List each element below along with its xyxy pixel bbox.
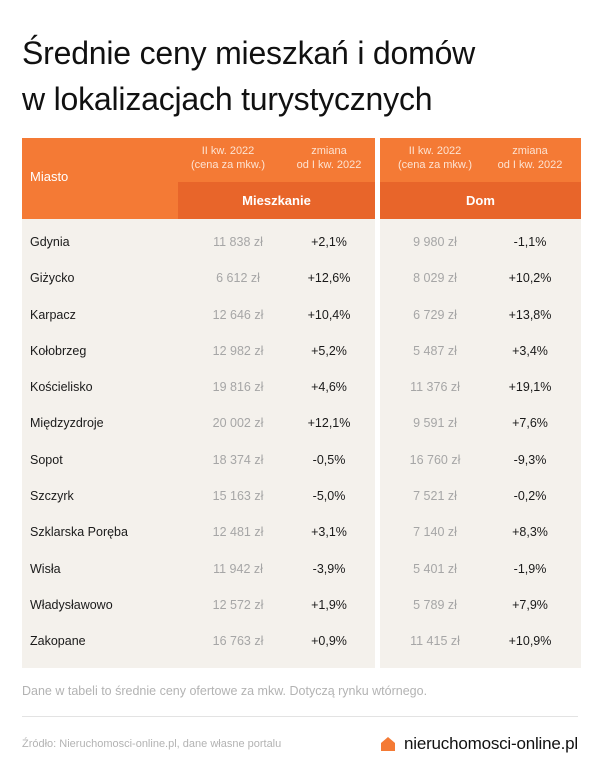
- header-price-line-1: II kw. 2022: [201, 145, 255, 157]
- table-row: [22, 369, 581, 405]
- table-row: [22, 623, 581, 659]
- city-cell: Władysławowo: [30, 597, 113, 612]
- house-change-cell: +19,1%: [508, 380, 552, 395]
- apartment-price-cell: 16 763 zł: [212, 634, 264, 649]
- house-change-cell: +7,9%: [512, 597, 548, 612]
- house-change-cell: +13,8%: [508, 307, 552, 322]
- city-cell: Karpacz: [30, 307, 76, 322]
- house-price-cell: 11 415 zł: [410, 634, 460, 649]
- table-note: Dane w tabeli to średnie ceny ofertowe za mkw. Dotyczą rynku wtórnego.: [22, 684, 428, 698]
- apartment-change-cell: -0,5%: [312, 452, 346, 467]
- column-header-house-price: [380, 144, 490, 172]
- brand-logo: [380, 734, 578, 754]
- city-cell: Szklarska Poręba: [30, 525, 128, 540]
- city-cell: Międzyzdroje: [30, 416, 104, 431]
- house-change-cell: -9,3%: [513, 452, 547, 467]
- city-cell: Zakopane: [30, 634, 86, 649]
- house-change-cell: -0,2%: [513, 489, 547, 504]
- apartment-change-cell: -5,0%: [312, 489, 346, 504]
- city-cell: Szczyrk: [30, 489, 74, 504]
- page-title: [22, 30, 582, 122]
- source-text: Źródło: Nieruchomosci-online.pl, dane własne portalu: [22, 738, 282, 750]
- house-label: Dom: [466, 193, 495, 208]
- column-header-apartment-change: [284, 144, 374, 172]
- header-change-line-2: od I kw. 2022: [296, 159, 362, 171]
- apartment-change-cell: +1,9%: [311, 597, 347, 612]
- house-price-cell: 7 521 zł: [413, 489, 457, 504]
- table-row: [22, 442, 581, 478]
- house-price-cell: 11 376 zł: [410, 380, 460, 395]
- table-row: [22, 333, 581, 369]
- header-change-line-1: zmiana: [311, 145, 347, 157]
- house-price-cell: 16 760 zł: [409, 452, 461, 467]
- table-row: [22, 514, 581, 550]
- table-row: [22, 478, 581, 514]
- apartment-price-cell: 18 374 zł: [212, 452, 264, 467]
- column-header-city: Miasto: [30, 169, 69, 184]
- house-change-cell: +8,3%: [512, 525, 548, 540]
- apartment-price-cell: 12 481 zł: [212, 525, 264, 540]
- apartment-change-cell: +5,2%: [311, 343, 347, 358]
- table-row: [22, 260, 581, 296]
- apartment-price-cell: 19 816 zł: [212, 380, 264, 395]
- header-change-line-1: zmiana: [512, 145, 548, 157]
- footer-divider: [22, 716, 578, 717]
- house-price-cell: 9 980 zł: [413, 235, 457, 249]
- apartment-price-cell: 12 646 zł: [212, 307, 264, 322]
- apartment-price-cell: 20 002 zł: [212, 416, 264, 431]
- price-table: [22, 138, 581, 668]
- house-price-cell: 5 401 zł: [413, 561, 457, 576]
- header-change-line-2: od I kw. 2022: [497, 159, 563, 171]
- apartment-change-cell: +10,4%: [307, 307, 351, 322]
- apartment-change-cell: +12,6%: [307, 271, 351, 286]
- table-row: [22, 551, 581, 587]
- house-price-cell: 5 789 zł: [413, 597, 457, 612]
- table-row: [22, 405, 581, 441]
- apartment-change-cell: +4,6%: [311, 380, 347, 395]
- city-cell: Sopot: [30, 452, 63, 467]
- house-icon: [380, 736, 396, 752]
- header-price-line-2: (cena za mkw.): [191, 159, 265, 171]
- apartment-price-cell: 11 942 zł: [213, 561, 263, 576]
- table-row: [22, 587, 581, 623]
- city-cell: Gdynia: [30, 235, 70, 249]
- apartment-price-cell: 12 982 zł: [212, 343, 264, 358]
- apartment-price-cell: 15 163 zł: [212, 489, 264, 504]
- house-change-cell: +7,6%: [512, 416, 548, 431]
- table-row: [22, 297, 581, 333]
- brand-name: nieruchomosci-online.pl: [404, 734, 578, 753]
- apartment-change-cell: +2,1%: [311, 235, 347, 249]
- title-line-2: w lokalizacjach turystycznych: [22, 81, 433, 117]
- city-cell: Kościelisko: [30, 380, 93, 395]
- apartment-change-cell: +0,9%: [311, 634, 347, 649]
- house-price-cell: 5 487 zł: [413, 343, 457, 358]
- header-price-line-2: (cena za mkw.): [398, 159, 472, 171]
- apartment-price-cell: 6 612 zł: [216, 271, 260, 286]
- title-line-1: Średnie ceny mieszkań i domów: [22, 35, 476, 71]
- city-cell: Kołobrzeg: [30, 343, 87, 358]
- column-header-house-change: [480, 144, 580, 172]
- house-price-cell: 6 729 zł: [413, 307, 457, 322]
- house-change-cell: +3,4%: [512, 343, 548, 358]
- house-change-cell: -1,1%: [513, 235, 547, 249]
- house-change-cell: +10,9%: [508, 634, 552, 649]
- house-price-cell: 8 029 zł: [413, 271, 457, 286]
- house-price-cell: 7 140 zł: [413, 525, 457, 540]
- city-cell: Giżycko: [30, 271, 75, 286]
- header-price-line-1: II kw. 2022: [408, 145, 462, 157]
- house-change-cell: +10,2%: [508, 271, 552, 286]
- apartment-change-cell: +12,1%: [307, 416, 351, 431]
- apartment-label: Mieszkanie: [242, 193, 311, 208]
- city-cell: Wisła: [30, 561, 61, 576]
- apartment-change-cell: -3,9%: [312, 561, 346, 576]
- apartment-price-cell: 12 572 zł: [212, 597, 264, 612]
- table-row: [22, 224, 581, 260]
- apartment-price-cell: 11 838 zł: [213, 235, 263, 249]
- house-price-cell: 9 591 zł: [413, 416, 457, 431]
- column-header-apartment-price: [168, 144, 288, 172]
- house-change-cell: -1,9%: [513, 561, 547, 576]
- table-rows: [22, 224, 581, 660]
- apartment-change-cell: +3,1%: [311, 525, 347, 540]
